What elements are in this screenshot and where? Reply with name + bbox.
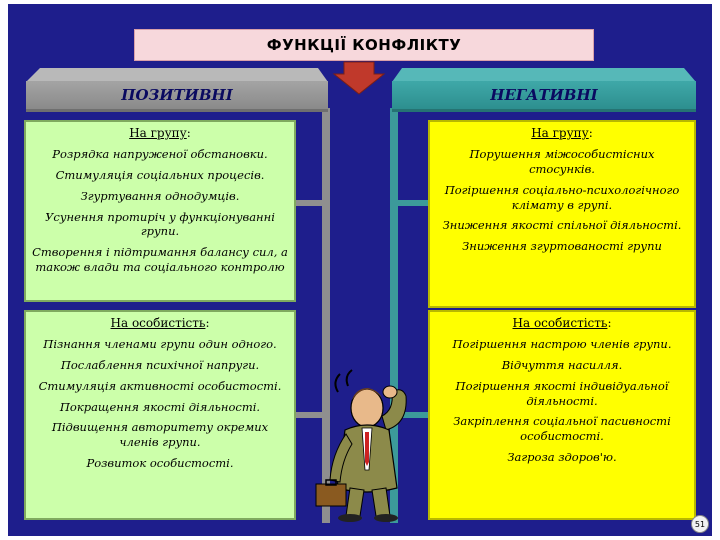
list-item: Відчуття насилля. [501,358,623,373]
list-item: Розрядка напруженої обстановки. [52,147,268,162]
list-item: Зниження згуртованості групи [462,238,662,253]
list-item: Згуртування однодумців. [80,188,240,203]
panel-heading: На особистість: [512,316,612,330]
panel-heading: На групу: [531,126,593,140]
list-item: Погіршення соціально-психологічного клімату в групі. [444,182,680,212]
list-item: Підвищення авторитету окремих членів групи. [51,420,269,449]
left-pipe [322,108,330,523]
page-number-badge: 51 [691,515,709,533]
list-item: Зниження якості спільної діяльності. [442,218,682,233]
panel-negative-group [428,120,696,308]
panel-heading: На групу: [129,126,191,140]
panel-positive-group [24,120,296,302]
left-tab-slant [26,68,328,82]
list-item: Стимуляція активності особистості. [38,378,282,393]
list-item: Пізнання членами групи один одного. [43,337,277,352]
down-arrow-icon [334,62,384,94]
list-item: Створення і підтримання балансу сил, а також влади та соціального контролю [32,244,288,274]
tab-positive: ПОЗИТИВНІ [26,81,328,112]
list-item: Усунення протиріч у функціонуванні групи. [45,209,275,239]
list-item: Стимуляція соціальних процесів. [55,168,265,183]
list-item: Розвиток особистості. [86,455,234,470]
list-item: Погіршення настрою членів групи. [452,337,672,352]
list-item: Закріплення соціальної пасивності особистості. [453,414,671,443]
right-tab-slant [392,68,696,82]
panel-heading: На особистість: [110,316,210,330]
list-item: Порушення міжособистісних стосунків. [469,147,655,177]
slide-title: ФУНКЦІЇ КОНФЛІКТУ [134,29,594,61]
list-item: Погіршення якості індивідуальної діяльності. [455,378,669,408]
tab-negative: НЕГАТИВНІ [392,81,696,112]
list-item: Послаблення психічної напруги. [60,358,260,373]
panel-positive-person [24,310,296,520]
list-item: Покращення якості діяльності. [59,399,261,414]
panel-negative-person [428,310,696,520]
list-item: Загроза здоров'ю. [507,449,617,464]
